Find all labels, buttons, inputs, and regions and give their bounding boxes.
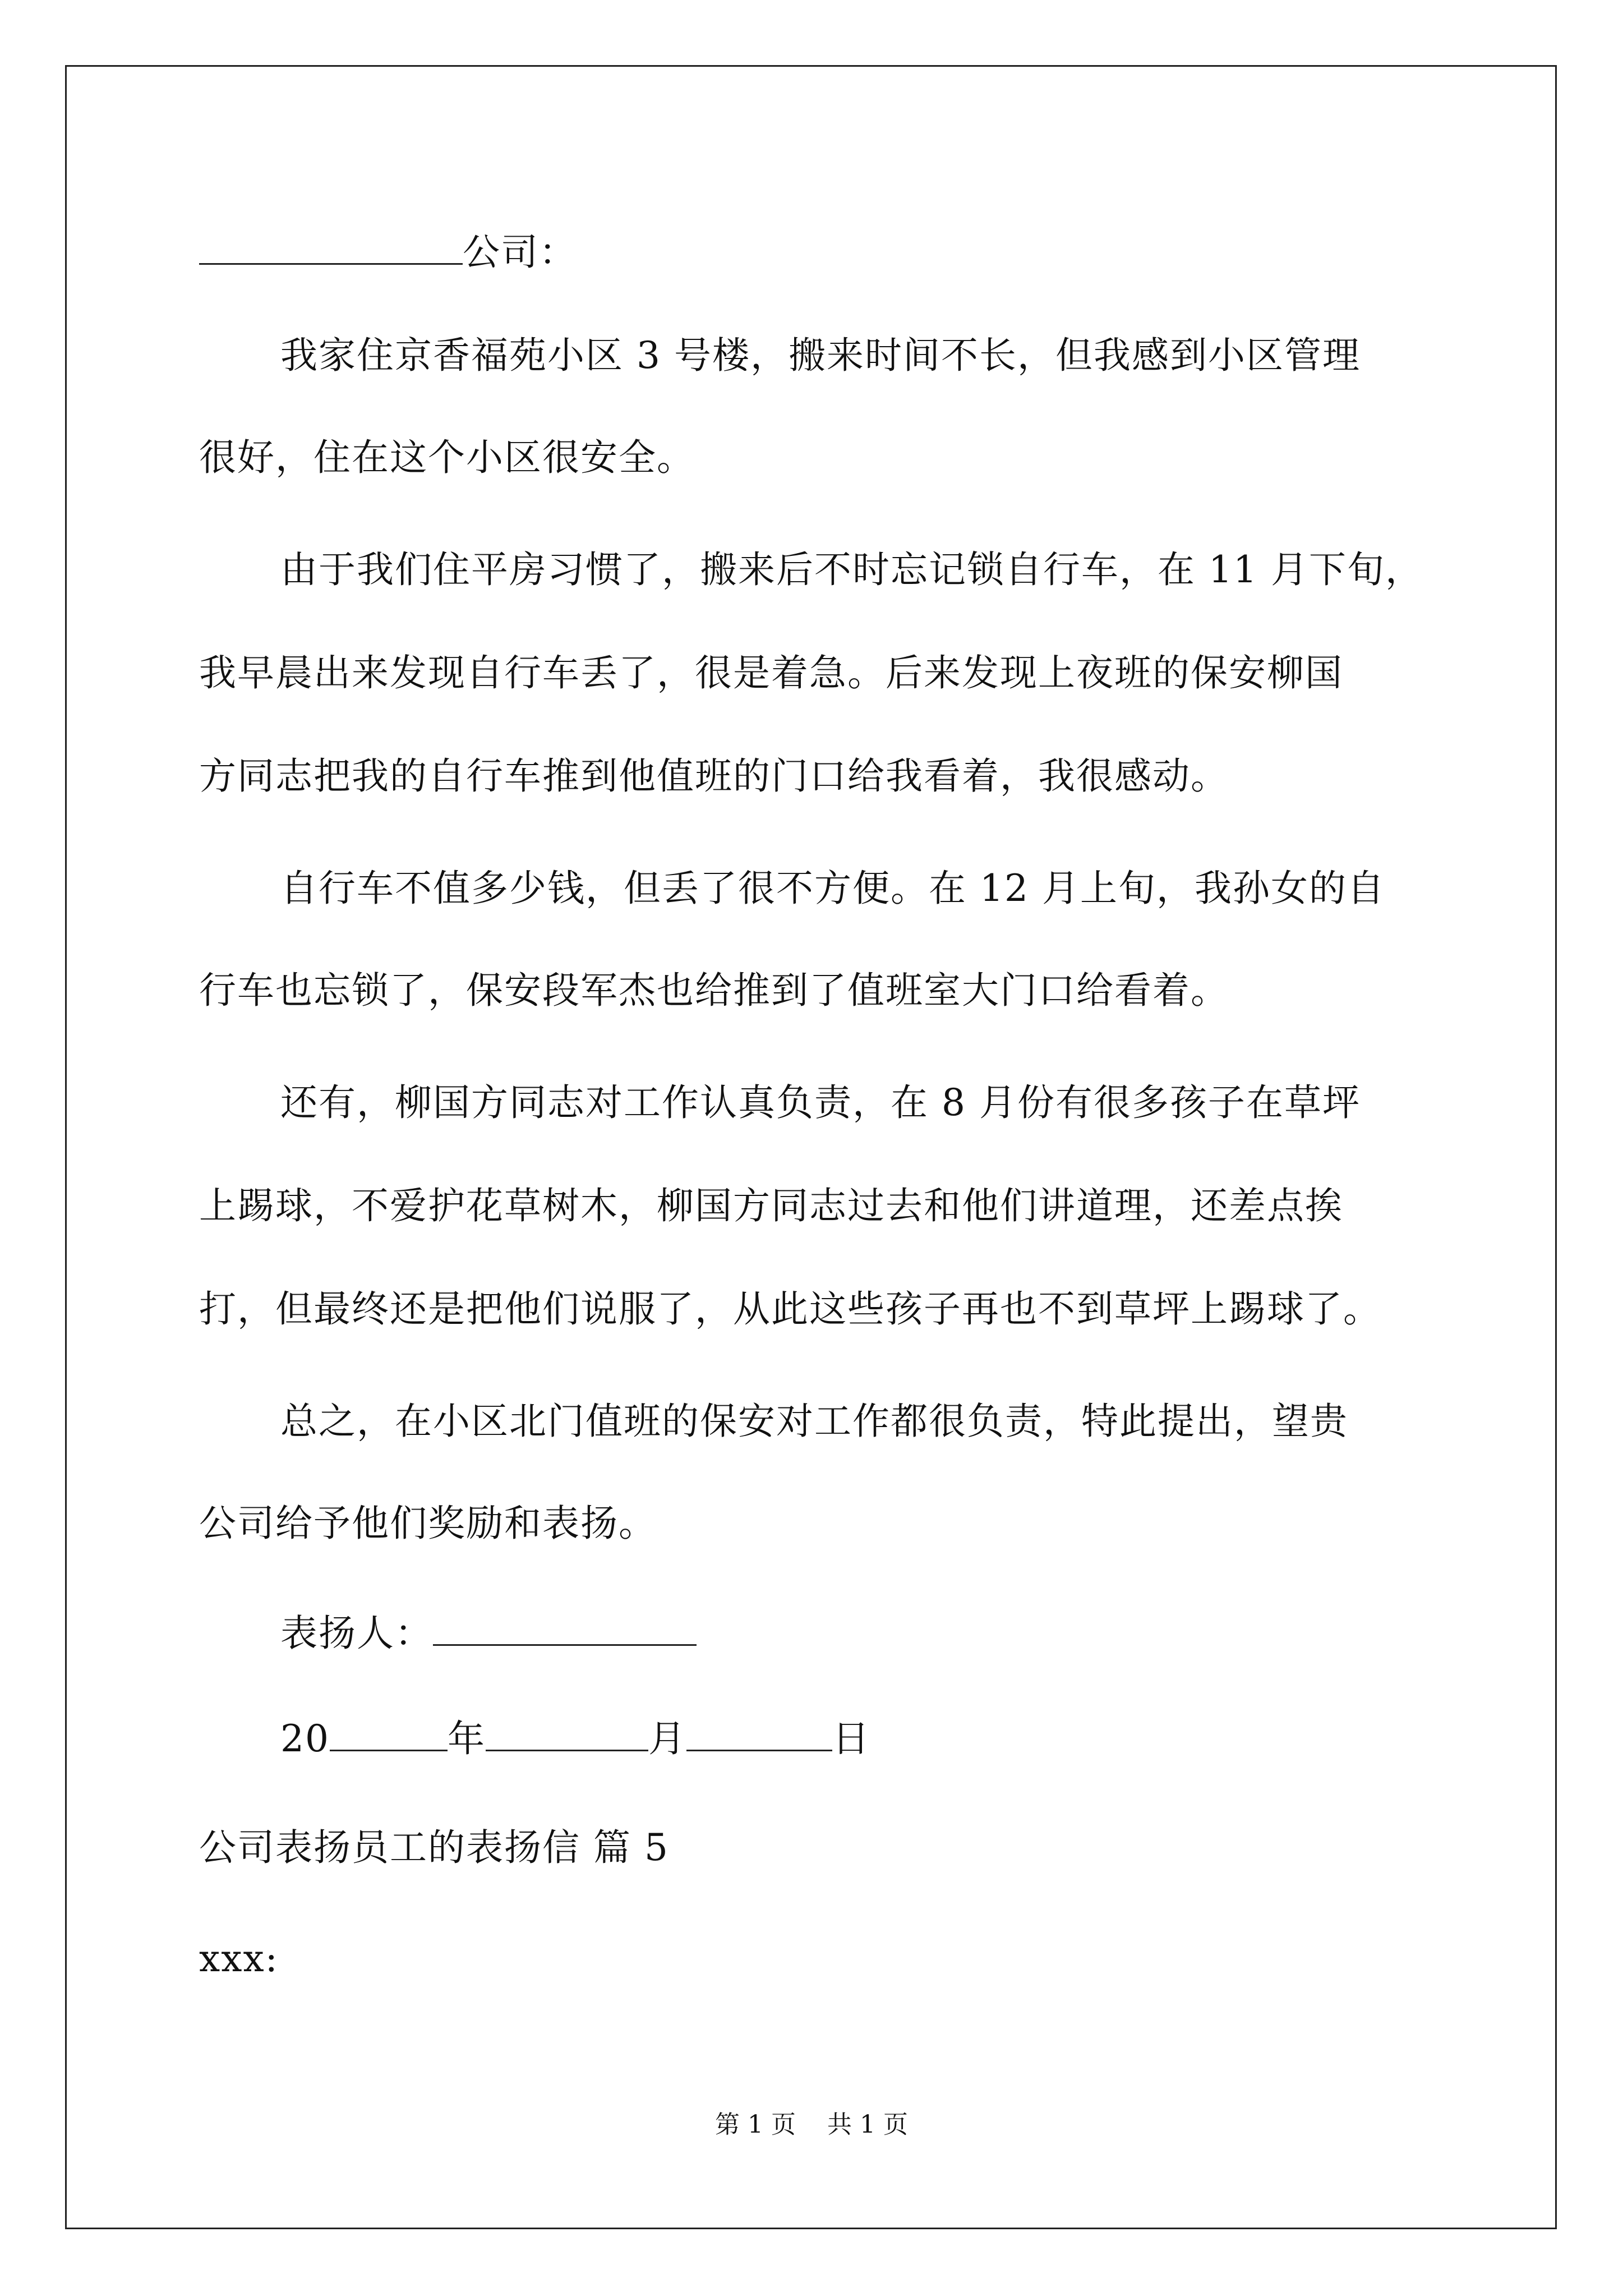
date-year-label: 年 — [447, 1717, 486, 1760]
paragraph-2-line-2: 我早晨出来发现自行车丢了，很是着急。后来发现上夜班的保安柳国 — [199, 651, 1343, 694]
paragraph-5-line-2: 公司给予他们奖励和表扬。 — [199, 1502, 657, 1545]
paragraph-5-line-1: 总之，在小区北门值班的保安对工作都很负责，特此提出，望贵 — [280, 1400, 1348, 1443]
signer-name-blank[interactable] — [433, 1612, 697, 1646]
page-border — [65, 65, 1557, 2229]
paragraph-3-line-2: 行车也忘锁了，保安段军杰也给推到了值班室大门口给看着。 — [199, 969, 1229, 1012]
day-blank[interactable] — [686, 1717, 832, 1751]
paragraph-4-line-2: 上踢球，不爱护花草树木，柳国方同志过去和他们讲道理，还差点挨 — [199, 1184, 1343, 1227]
page-footer — [0, 2109, 1623, 2141]
date-month-label: 月 — [648, 1717, 686, 1760]
next-section-title: 公司表扬员工的表扬信 篇 5 — [199, 1826, 669, 1869]
date-prefix: 20 — [280, 1717, 330, 1760]
year-blank[interactable] — [330, 1717, 448, 1751]
company-name-blank[interactable] — [199, 231, 463, 265]
salutation-line — [199, 230, 577, 275]
paragraph-4-line-1: 还有，柳国方同志对工作认真负责，在 8 月份有很多孩子在草坪 — [280, 1081, 1361, 1124]
paragraph-4-line-3: 打，但最终还是把他们说服了，从此这些孩子再也不到草坪上踢球了。 — [199, 1287, 1381, 1331]
page-number: 第 1 页 — [715, 2110, 796, 2139]
salutation-text: 公司： — [463, 231, 577, 274]
paragraph-3-line-1: 自行车不值多少钱，但丢了很不方便。在 12 月上旬，我孙女的自 — [280, 867, 1385, 910]
paragraph-2-line-1: 由于我们住平房习惯了，搬来后不时忘记锁自行车，在 11 月下旬， — [280, 548, 1423, 591]
signature-label: 表扬人： — [280, 1612, 433, 1655]
paragraph-2-line-3: 方同志把我的自行车推到他值班的门口给我看着，我很感动。 — [199, 754, 1229, 798]
date-line — [280, 1717, 870, 1761]
signature-line — [280, 1611, 697, 1656]
next-section-salutation: xxx: — [199, 1937, 279, 1980]
page-total: 共 1 页 — [827, 2110, 908, 2139]
paragraph-1-line-2: 很好，住在这个小区很安全。 — [199, 436, 695, 479]
date-day-label: 日 — [832, 1717, 870, 1760]
paragraph-1-line-1: 我家住京香福苑小区 3 号楼，搬来时间不长，但我感到小区管理 — [280, 334, 1361, 377]
month-blank[interactable] — [486, 1717, 648, 1751]
